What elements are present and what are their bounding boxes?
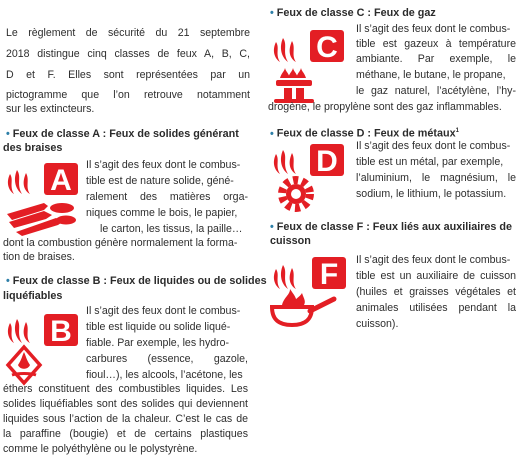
gas-burner-icon (274, 38, 314, 103)
class-a-line: Il s’agit des feux dont le combus- (86, 159, 241, 171)
intro-line: D et F. Elles sont représentées par un (6, 69, 250, 81)
class-a-line: niques comme le bois, le papier, (86, 207, 238, 219)
class-a-line: tible est de nature solide, géné- (86, 175, 234, 187)
class-b-line: la paraffine (bougie) et de certains plastiques (3, 428, 248, 440)
burning-gear-icon (274, 150, 310, 208)
intro-line: Le règlement de sécurité du 21 septembre (6, 27, 250, 39)
class-a-heading (6, 127, 239, 142)
class-d-line: sodium, le lithium, le potassium. (356, 188, 507, 200)
class-b-line: liquides sous l’action de la chaleur. C’est le cas de (3, 413, 248, 425)
class-f-heading-text: Feux de classe F : Feux liés aux auxiliaires de (276, 221, 513, 233)
class-f-letter: F (319, 258, 339, 291)
class-c-heading (270, 6, 436, 21)
class-b-pictogram (4, 307, 80, 387)
class-d-line: l’aluminium, le magnésium, le (356, 172, 516, 184)
class-b-line: éthers constituent des combustibles liquides. Les (3, 383, 248, 395)
class-a-heading-cont: des braises (3, 142, 63, 154)
class-f-line: (huiles et graisses végétales et (356, 286, 516, 298)
class-f-line: tible est un auxiliaire de cuisson (356, 270, 516, 282)
class-f-pictogram (268, 255, 348, 333)
class-c-line: Il s’agit des feux dont le combus- (356, 23, 511, 35)
bullet: • (6, 128, 10, 140)
class-d-heading-text: Feux de classe D : Feux de métaux (276, 127, 456, 140)
class-b-line: solides liquéfiables sont des solides qui deviennent (3, 398, 248, 410)
class-f-heading-cont: cuisson (270, 235, 311, 247)
class-b-line: tible est liquide ou solide liqué- (86, 321, 231, 333)
intro-line: sur les extincteurs. (6, 103, 95, 115)
class-c-letter: C (316, 31, 338, 64)
class-d-pictogram (268, 142, 346, 214)
bullet: • (270, 7, 274, 19)
class-b-heading-text: Feux de classe B : Feux de liquides ou de solides (12, 275, 267, 287)
class-c-heading-text: Feux de classe C : Feux de gaz (276, 7, 436, 19)
class-d-line: Il s’agit des feux dont le combus- (356, 140, 511, 152)
class-a-letter: A (50, 164, 72, 197)
class-f-heading (270, 220, 512, 235)
class-a-heading-text: Feux de classe A : Feux de solides générant (12, 128, 239, 140)
class-b-letter: B (50, 315, 72, 348)
class-c-line: drogène, le propylène sont des gaz inflammables. (268, 101, 502, 113)
class-c-line: ambiante. Par exemple, le (356, 53, 516, 65)
intro-line: 2018 distingue cinq classes de feux A, B, C, (6, 48, 250, 60)
class-a-line: ralement des matières orga- (86, 191, 248, 203)
class-a-pictogram (4, 160, 80, 238)
class-b-line: comme le polyéthylène ou le polystyrène. (3, 443, 198, 455)
class-f-line: cuisson). (356, 318, 399, 330)
intro-line: pictogramme que l’on retrouve notamment (6, 89, 250, 101)
class-b-line: carbures (essence, gazole, (86, 353, 248, 365)
class-c-line: méthane, le butane, le propane, (356, 69, 506, 81)
class-a-line: tion de braises. (3, 251, 75, 263)
class-c-line: tible est gazeux à température (356, 38, 516, 50)
class-f-line: animales utilisées pendant la (356, 302, 516, 314)
class-a-line: le carton, les tissus, la paille… (100, 223, 243, 235)
class-c-pictogram (268, 28, 346, 104)
class-f-line: Il s’agit des feux dont le combus- (356, 254, 511, 266)
class-d-line: tible est un métal, par exemple, (356, 156, 504, 168)
footnote-mark: 1 (455, 128, 459, 134)
class-a-line: dont la combustion génère normalement la forma- (3, 237, 238, 249)
class-b-line: fiable. Par exemple, les hydro- (86, 337, 230, 349)
class-b-heading (6, 274, 267, 289)
class-c-line: le gaz naturel, l’acétylène, l’hy- (356, 85, 516, 97)
class-b-line: fioul…), les alcools, l’acétone, les (86, 369, 243, 381)
flammable-liquid-icon (8, 319, 40, 383)
bullet: • (6, 275, 10, 287)
bullet: • (270, 221, 274, 233)
bullet: • (270, 127, 274, 140)
class-d-letter: D (316, 145, 338, 178)
class-b-heading-cont: liquéfiables (3, 290, 63, 302)
class-b-line: Il s’agit des feux dont le combus- (86, 305, 241, 317)
